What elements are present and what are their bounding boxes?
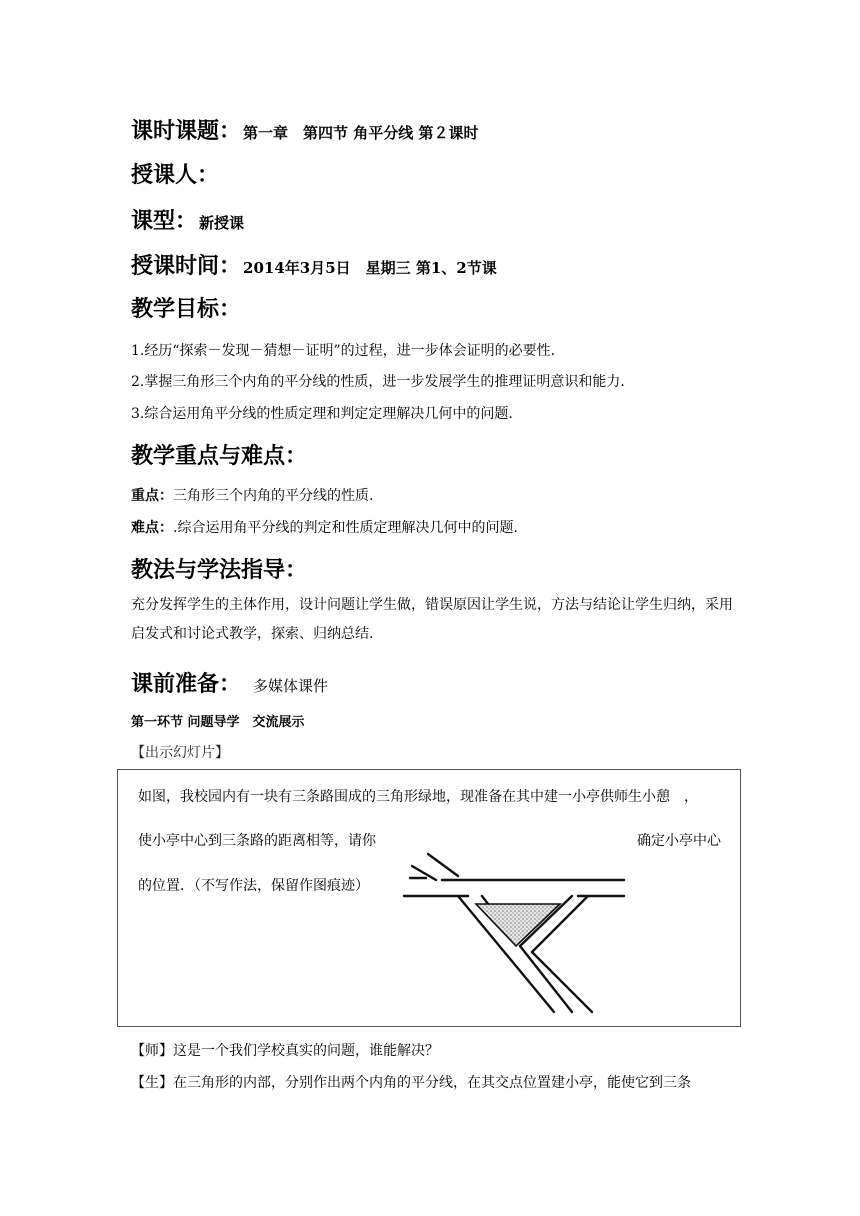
time-heading [131,249,497,280]
type-heading [131,204,244,235]
goal-item-3: 3.综合运用角平分线的性质定理和判定定理解决几何中的问题. [131,406,513,422]
prep-heading [131,667,328,698]
teacher-label: 授课人： [131,163,220,188]
problem-line-1: 如图，我校园内有一块有三条路围成的三角形绿地，现准备在其中建一小亭供师生小憩 ， [138,789,698,805]
goal-item-2: 2.掌握三角形三个内角的平分线的性质，进一步发展学生的推理证明意识和能力. [131,374,625,390]
difficulty-label: 难点： [131,520,173,536]
student-line [131,1072,691,1092]
prep-value: 多媒体课件 [253,677,329,695]
goals-label: 教学目标： [131,297,242,322]
section-title: 第一环节 问题导学 交流展示 [131,715,305,730]
keypoint-label: 重点： [131,488,173,504]
keypoints-label: 教学重点与难点： [131,444,308,469]
slide-tag: 【出示幻灯片】 [131,745,229,761]
student-tag: 【生】 [131,1075,173,1091]
keypoints-heading [131,439,307,470]
student-text: 在三角形的内部，分别作出两个内角的平分线，在其交点位置建小亭，能使它到三条 [173,1075,691,1091]
type-label: 课型： [131,209,198,234]
time-label: 授课时间： [131,254,242,279]
teacher-line [131,1040,439,1060]
teacher-tag: 【师】 [131,1043,173,1059]
roads-triangle-figure [402,842,630,1014]
difficulty-text: .综合运用角平分线的判定和性质定理解决几何中的问题. [173,520,518,536]
keypoint-text: 三角形三个内角的平分线的性质. [173,488,374,504]
type-value: 新授课 [199,214,245,232]
goals-heading [131,292,241,323]
green-space-triangle [476,904,560,946]
time-value: 2014年3月5日 星期三 第1、2节课 [243,259,497,277]
prep-label: 课前准备： [131,672,242,697]
keypoint-line [131,485,373,505]
methods-label: 教法与学法指导： [131,558,308,583]
problem-line-3: 的位置．（不写作法，保留作图痕迹） [138,878,369,894]
topic-value: 第一章 第四节 角平分线 第２课时 [243,124,479,142]
teacher-text: 这是一个我们学校真实的问题，谁能解决？ [173,1043,439,1059]
problem-line-2b: 确定小亭中心 [637,833,721,849]
topic-label: 课时课题： [131,119,242,144]
methods-paragraph: 充分发挥学生的主体作用，设计问题让学生做，错误原因让学生说，方法与结论让学生归纳，采用启发式和讨论式教学，探索、归纳总结. [131,597,733,642]
goal-item-1: 1.经历“探索－发现－猜想－证明”的过程，进一步体会证明的必要性. [131,343,556,359]
methods-heading [131,553,307,584]
difficulty-line [131,517,518,537]
topic-heading [131,114,478,145]
teacher-heading [131,158,221,189]
problem-line-2a: 使小亭中心到三条路的距离相等，请你 [138,833,376,849]
